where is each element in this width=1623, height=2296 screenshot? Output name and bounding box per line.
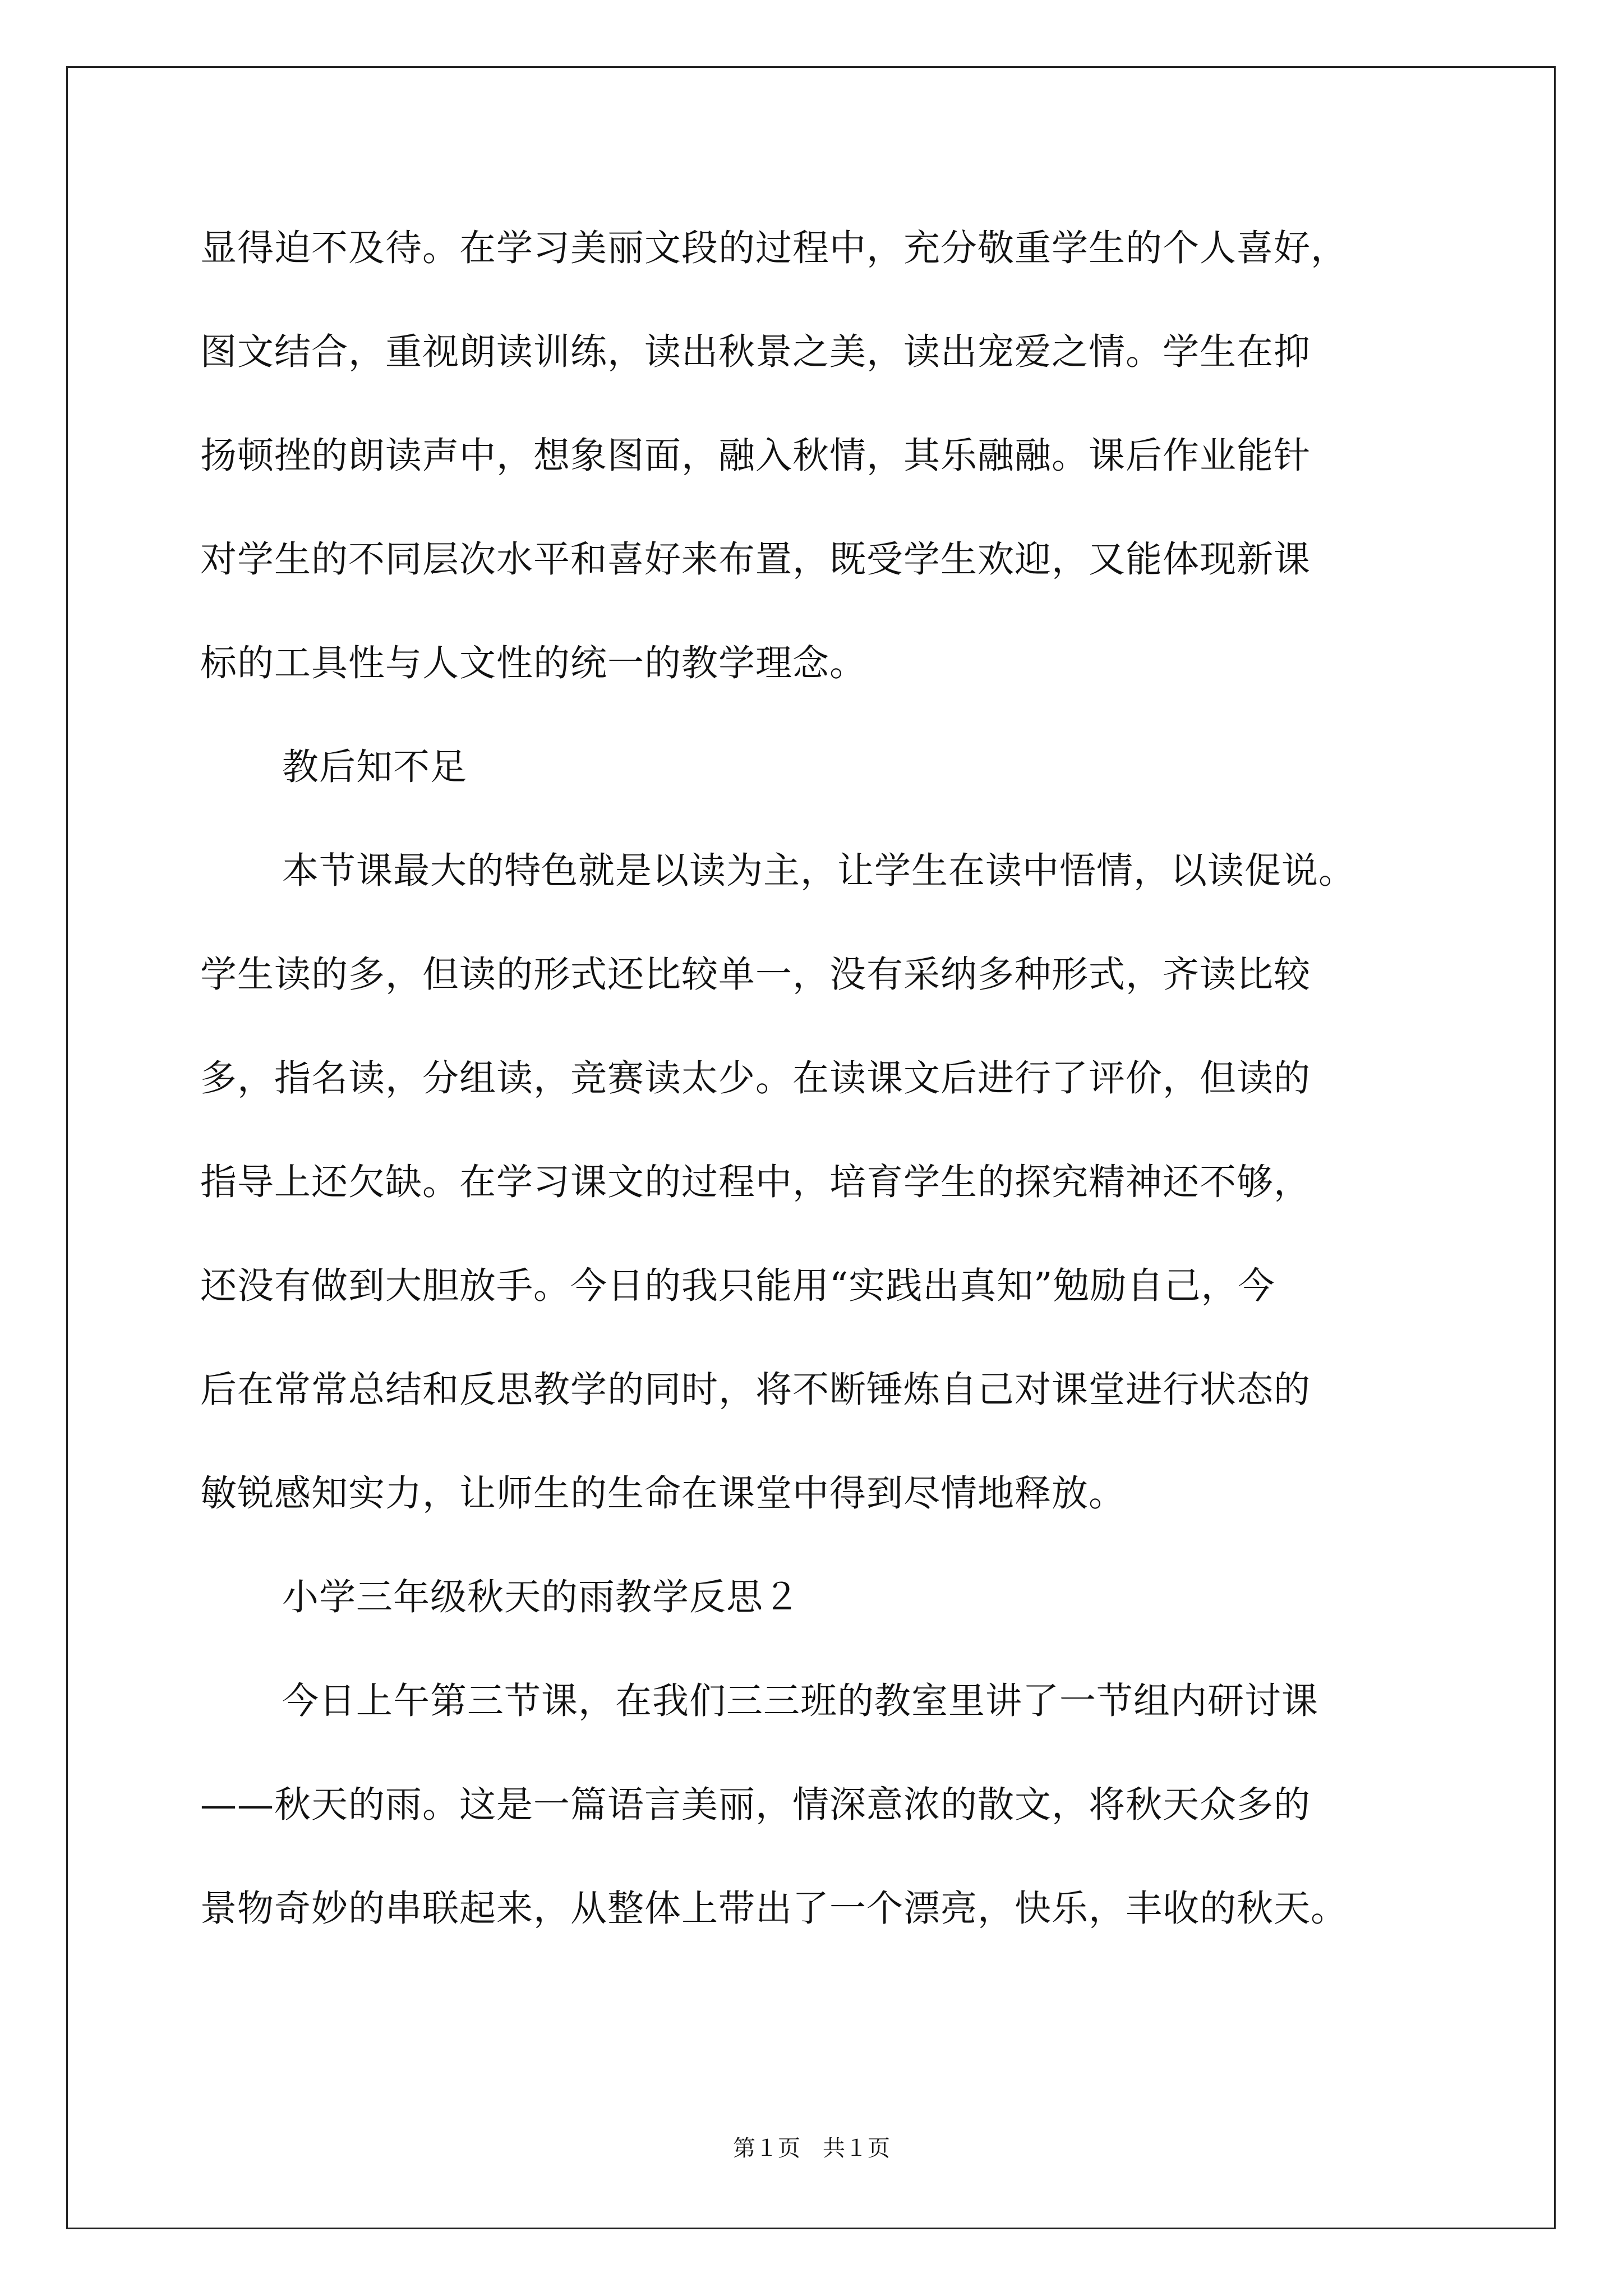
text-line: 图文结合，重视朗读训练，读出秋景之美，读出宠爱之情。学生在抑 <box>200 331 1311 373</box>
text-line: 景物奇妙的串联起来，从整体上带出了一个漂亮，快乐，丰收的秋天。 <box>200 1888 1348 1930</box>
text-line: 多，指名读，分组读，竞赛读太少。在读课文后进行了评价，但读的 <box>200 1057 1311 1099</box>
text-line: 敏锐感知实力，让师生的生命在课堂中得到尽情地释放。 <box>200 1473 1126 1515</box>
text-line: 今日上午第三节课，在我们三三班的教室里讲了一节组内研讨课 <box>282 1680 1319 1722</box>
page-footer: 第１页 共１页 <box>733 2136 890 2161</box>
text-line: ——秋天的雨。这是一篇语言美丽，情深意浓的散文，将秋天众多的 <box>200 1784 1311 1826</box>
section-heading: 小学三年级秋天的雨教学反思２ <box>282 1576 801 1618</box>
text-line: 标的工具性与人文性的统一的教学理念。 <box>200 642 867 684</box>
section-heading: 教后知不足 <box>282 746 468 788</box>
text-line: 扬顿挫的朗读声中，想象图面，融入秋情，其乐融融。课后作业能针 <box>200 435 1311 477</box>
text-line: 后在常常总结和反思教学的同时，将不断锤炼自己对课堂进行状态的 <box>200 1369 1311 1411</box>
text-line: 还没有做到大胆放手。今日的我只能用“实践出真知”勉励自己，今 <box>200 1265 1275 1307</box>
text-line: 学生读的多，但读的形式还比较单一，没有采纳多种形式，齐读比较 <box>200 954 1311 996</box>
text-line: 显得迫不及待。在学习美丽文段的过程中，充分敬重学生的个人喜好， <box>200 227 1348 269</box>
text-line: 对学生的不同层次水平和喜好来布置，既受学生欢迎，又能体现新课 <box>200 539 1311 581</box>
text-line: 本节课最大的特色就是以读为主，让学生在读中悟情，以读促说。 <box>282 850 1356 892</box>
text-line: 指导上还欠缺。在学习课文的过程中，培育学生的探究精神还不够， <box>200 1161 1311 1203</box>
